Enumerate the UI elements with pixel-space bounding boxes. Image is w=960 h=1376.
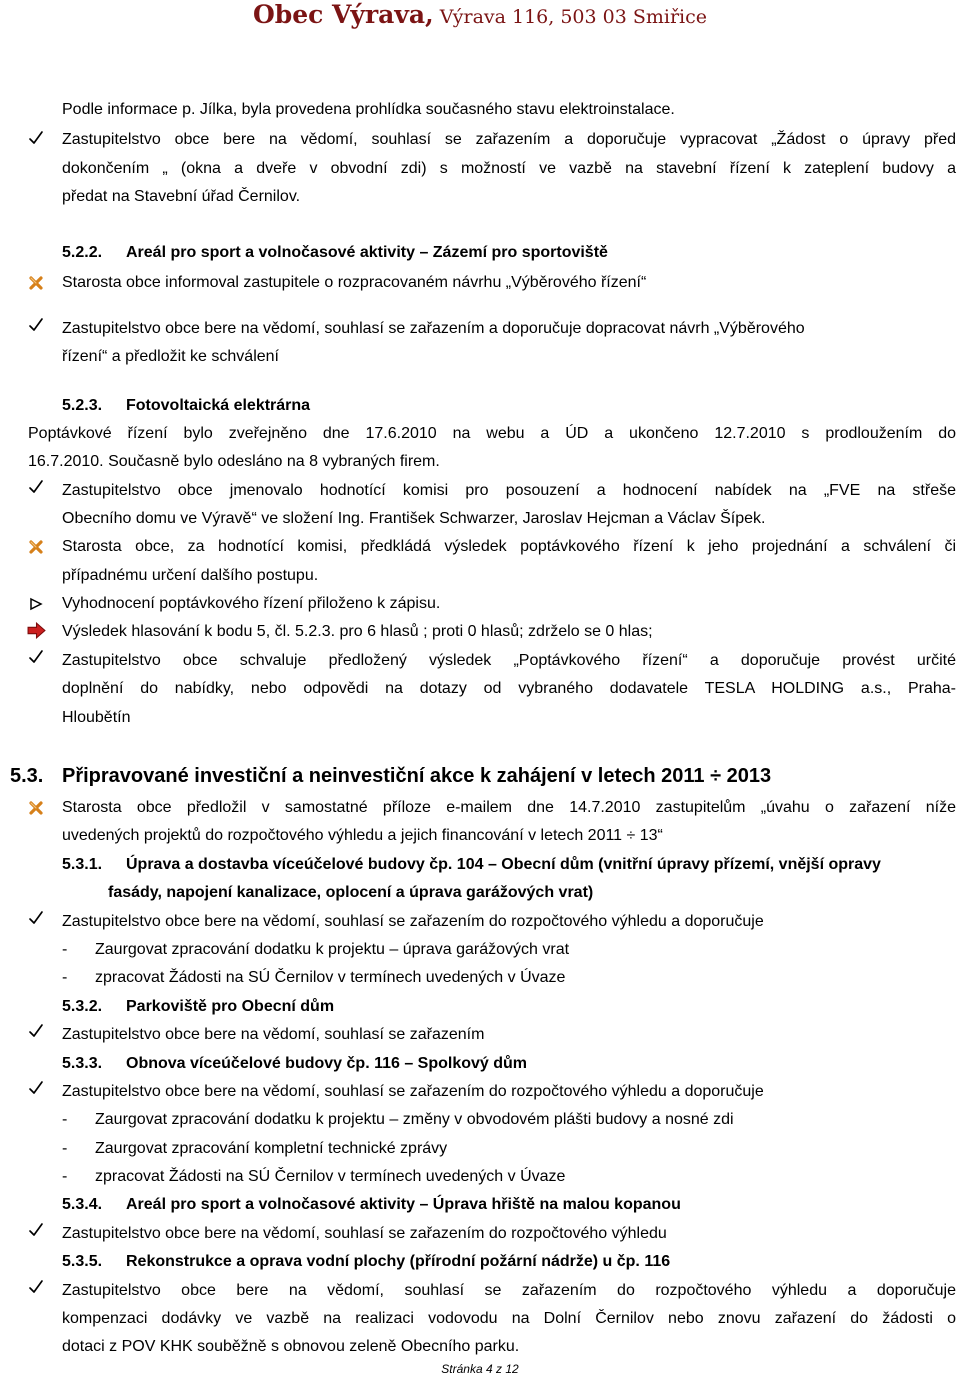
list-item: Zaurgovat zpracování dodatku k projektu – úprava garážových vrat — [95, 941, 570, 958]
header-municipality-name: Obec Výrava, — [252, 0, 434, 29]
paragraph-line: Zastupitelstvo obce bere na vědomí, souhlasí se zařazením do rozpočtového výhledu a doporučuje — [62, 1282, 956, 1299]
red-arrow-icon — [27, 622, 46, 639]
section-number-5-2-2: 5.2.2. — [62, 244, 103, 261]
section-number-5-3-2: 5.3.2. — [62, 998, 103, 1015]
section-title-5-2-3: Fotovoltaická elektrárna — [126, 397, 311, 414]
list-item: zpracovat Žádosti na SÚ Černilov v termínech uvedených v Úvaze — [95, 969, 566, 986]
checkmark-icon — [28, 649, 44, 665]
paragraph-line: Obecního domu ve Výravě“ ve složení Ing. František Schwarzer, Jaroslav Hejcman a Václav Šípek. — [62, 510, 766, 527]
section-title-5-3-2: Parkoviště pro Obecní dům — [126, 998, 335, 1015]
paragraph-line: doplnění do nabídky, nebo odpovědi na dotazy od vybraného dodavatele TESLA HOLDING a.s., Praha- — [62, 680, 956, 697]
paragraph-line: Vyhodnocení poptávkového řízení přiloženo k zápisu. — [62, 595, 441, 612]
checkmark-icon — [28, 1222, 44, 1238]
paragraph-line: Zastupitelstvo obce bere na vědomí, souhlasí se zařazením a doporučuje dopracovat návrh „Výběrového — [62, 320, 805, 337]
list-item: zpracovat Žádosti na SÚ Černilov v termínech uvedených v Úvaze — [95, 1168, 566, 1185]
checkmark-icon — [28, 1023, 44, 1039]
dash-bullet: - — [62, 941, 68, 958]
page-number: Stránka 4 z 12 — [441, 1362, 519, 1376]
section-title-5-3-3: Obnova víceúčelové budovy čp. 116 – Spolkový dům — [126, 1055, 528, 1072]
section-number-5-3-5: 5.3.5. — [62, 1253, 103, 1270]
checkmark-icon — [28, 1080, 44, 1096]
section-number-5-3-3: 5.3.3. — [62, 1055, 103, 1072]
checkmark-icon — [28, 1279, 44, 1295]
paragraph-line: Zastupitelstvo obce bere na vědomí, souhlasí se zařazením a doporučuje vypracovat „Žádost o úpravy před — [62, 131, 956, 148]
checkmark-icon — [28, 910, 44, 926]
paragraph-line: Starosta obce, za hodnotící komisi, předkládá výsledek poptávkového řízení k jeho projednání a schválení či — [62, 538, 956, 555]
section-number-5-3-4: 5.3.4. — [62, 1196, 103, 1213]
section-number-5-3: 5.3. — [10, 765, 44, 787]
arrowhead-bullet-icon — [28, 596, 44, 612]
paragraph-line: Starosta obce předložil v samostatné příloze e-mailem dne 14.7.2010 zastupitelům „úvahu o zařazení níže — [62, 799, 956, 816]
section-number-5-2-3: 5.2.3. — [62, 397, 103, 414]
paragraph-line: Zastupitelstvo obce bere na vědomí, souhlasí se zařazením — [62, 1026, 485, 1043]
section-title-5-3: Připravované investiční a neinvestiční akce k zahájení v letech 2011 ÷ 2013 — [62, 765, 772, 787]
dash-bullet: - — [62, 969, 68, 986]
paragraph-line: předat na Stavební úřad Černilov. — [62, 188, 301, 205]
section-title-5-3-5: Rekonstrukce a oprava vodní plochy (přírodní požární nádrže) u čp. 116 — [126, 1253, 671, 1270]
dash-bullet: - — [62, 1140, 68, 1157]
paragraph-line: dokončením „ (okna a dveře v obvodní zdi) s možností ve vazbě na stavební řízení k zateplení budovy a — [62, 160, 956, 177]
paragraph-line: Poptávkové řízení bylo zveřejněno dne 17.6.2010 na webu a ÚD a ukončeno 12.7.2010 s prodloužením do — [28, 425, 956, 442]
cross-icon — [28, 800, 44, 816]
paragraph-line: Zastupitelstvo obce bere na vědomí, souhlasí se zařazením do rozpočtového výhledu — [62, 1225, 667, 1242]
paragraph-line: Zastupitelstvo obce jmenovalo hodnotící komisi pro posouzení a hodnocení nabídek na „FVE na střeše — [62, 482, 956, 499]
dash-bullet: - — [62, 1168, 68, 1185]
section-title-5-2-2: Areál pro sport a volnočasové aktivity – Zázemí pro sportoviště — [126, 244, 608, 261]
section-title-5-3-1: Úprava a dostavba víceúčelové budovy čp. 104 – Obecní dům (vnitřní úpravy přízemí, vnější opravy — [126, 856, 881, 873]
paragraph-line: kompenzaci dodávky ve vazbě na realizaci vodovodu na Dolní Černilov nebo znovu zařazení do žádosti o — [62, 1310, 956, 1327]
paragraph-line: Starosta obce informoval zastupitele o rozpracovaném návrhu „Výběrového řízení“ — [62, 274, 647, 291]
paragraph-line: řízení“ a předložit ke schválení — [62, 348, 279, 365]
checkmark-icon — [28, 130, 44, 146]
list-item: Zaurgovat zpracování dodatku k projektu – změny v obvodovém plášti budovy a nosné zdi — [95, 1111, 734, 1128]
dash-bullet: - — [62, 1111, 68, 1128]
paragraph-line: Hloubětín — [62, 709, 131, 726]
paragraph-line: 16.7.2010. Současně bylo odesláno na 8 vybraných firem. — [28, 453, 440, 470]
paragraph-line: Podle informace p. Jílka, byla provedena prohlídka současného stavu elektroinstalace. — [62, 101, 675, 118]
section-title-5-3-1-cont: fasády, napojení kanalizace, oplocení a úprava garážových vrat) — [108, 884, 594, 901]
paragraph-line: dotaci z POV KHK souběžně s obnovou zeleně Obecního parku. — [62, 1338, 520, 1355]
checkmark-icon — [28, 479, 44, 495]
section-number-5-3-1: 5.3.1. — [62, 856, 103, 873]
voting-result: Výsledek hlasování k bodu 5, čl. 5.2.3. pro 6 hlasů ; proti 0 hlasů; zdrželo se 0 hlas; — [62, 623, 653, 640]
paragraph-line: Zastupitelstvo obce bere na vědomí, souhlasí se zařazením do rozpočtového výhledu a doporučuje — [62, 913, 764, 930]
cross-icon — [28, 275, 44, 291]
document-header — [0, 0, 960, 34]
checkmark-icon — [28, 317, 44, 333]
paragraph-line: uvedených projektů do rozpočtového výhledu a jejich financování v letech 2011 ÷ 13“ — [62, 827, 663, 844]
cross-icon — [28, 539, 44, 555]
paragraph-line: Zastupitelstvo obce bere na vědomí, souhlasí se zařazením do rozpočtového výhledu a doporučuje — [62, 1083, 764, 1100]
list-item: Zaurgovat zpracování kompletní technické zprávy — [95, 1140, 448, 1157]
section-title-5-3-4: Areál pro sport a volnočasové aktivity – Úprava hřiště na malou kopanou — [126, 1196, 681, 1213]
paragraph-line: případnému určení dalšího postupu. — [62, 567, 319, 584]
header-address: Výrava 116, 503 03 Smiřice — [433, 6, 708, 28]
paragraph-line: Zastupitelstvo obce schvaluje předložený výsledek „Poptávkového řízení“ a doporučuje provést určité — [62, 652, 956, 669]
